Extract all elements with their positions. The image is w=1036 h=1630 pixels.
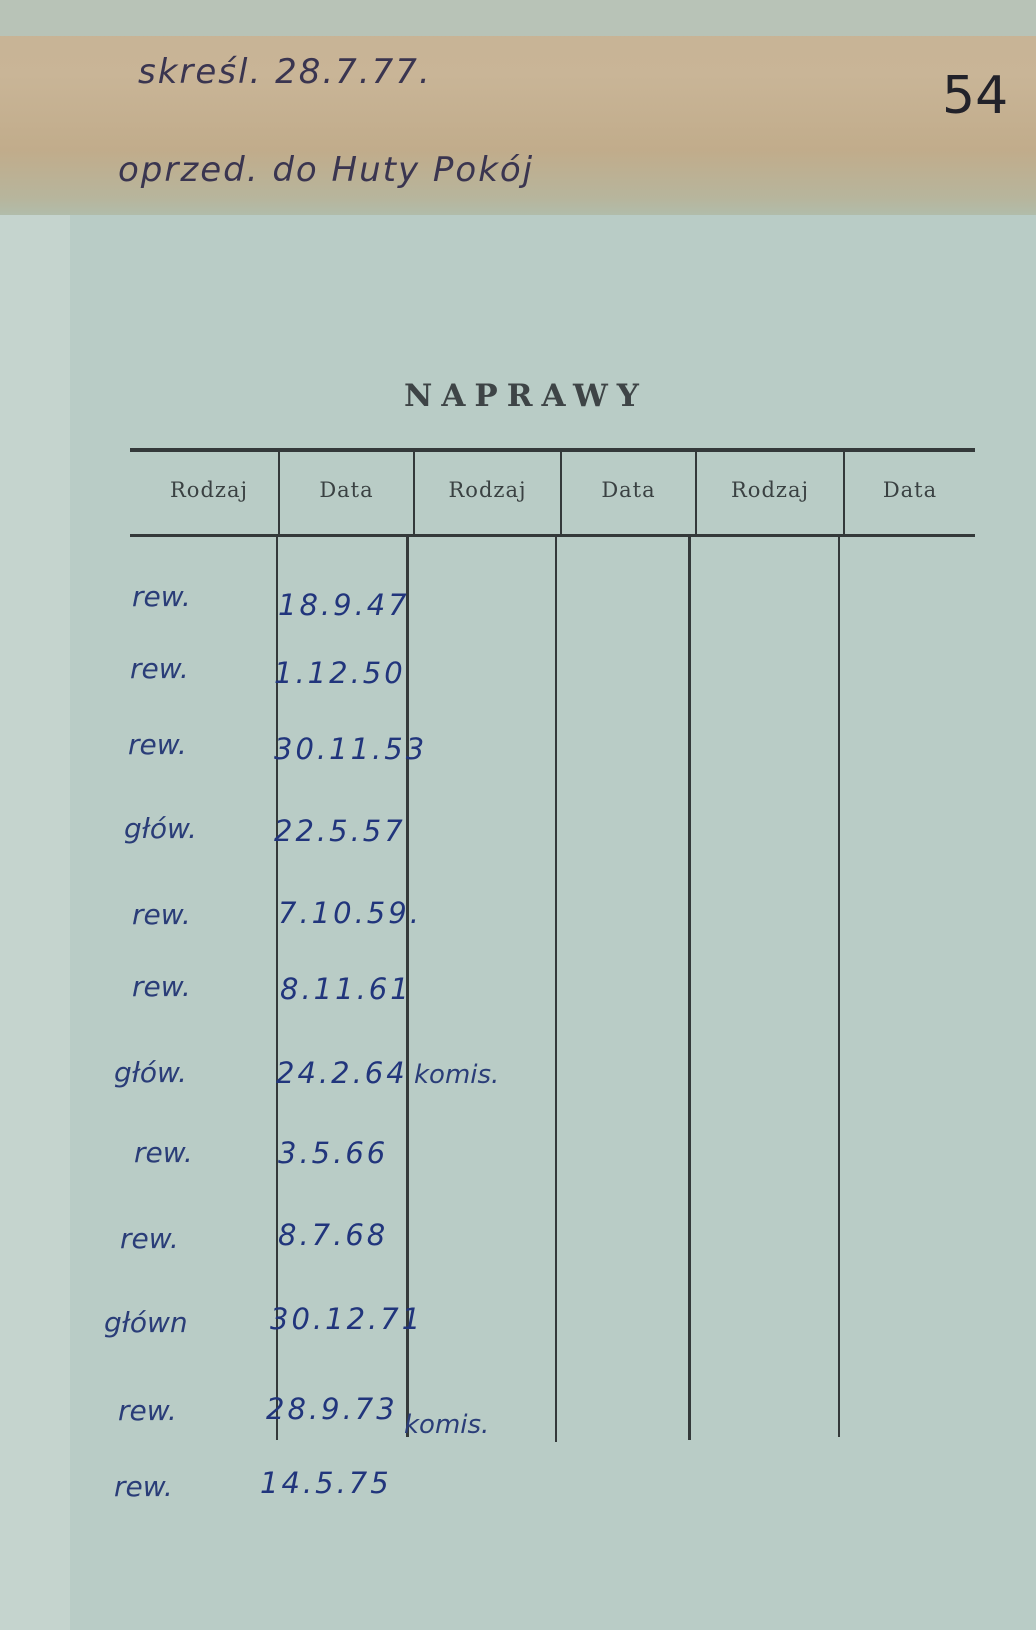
- entry-date: 28.9.73: [266, 1392, 398, 1426]
- card-edge: [0, 200, 70, 1630]
- entry-type: rew.: [114, 1470, 173, 1503]
- column-rule: [838, 537, 840, 1437]
- entry-type: rew.: [132, 580, 191, 613]
- annotation-transferred: oprzed. do Huty Pokój: [118, 150, 535, 190]
- entry-note: komis.: [404, 1410, 490, 1440]
- column-rule: [555, 537, 557, 1442]
- header-data-2: Data: [601, 478, 656, 502]
- entry-date: 7.10.59.: [278, 896, 422, 930]
- entry-type: rew.: [132, 898, 191, 931]
- tape-top-edge: [0, 0, 1036, 36]
- header-data-1: Data: [319, 478, 374, 502]
- entry-type: rew.: [120, 1222, 179, 1255]
- entry-date: 3.5.66: [278, 1136, 389, 1170]
- entry-date: 8.11.61: [280, 972, 412, 1006]
- header-rodzaj-1: Rodzaj: [170, 478, 248, 502]
- entry-type: rew.: [134, 1136, 193, 1169]
- entry-date: 1.12.50: [274, 656, 406, 690]
- entry-type: rew.: [132, 970, 191, 1003]
- form-title: NAPRAWY: [404, 378, 648, 414]
- entry-type: rew.: [128, 728, 187, 761]
- taped-paper-strip: [0, 0, 1036, 215]
- annotation-deleted: skreśl. 28.7.77.: [138, 52, 432, 92]
- entry-type: głów.: [114, 1056, 187, 1089]
- entry-date: 8.7.68: [278, 1218, 389, 1252]
- entry-type: rew.: [130, 652, 189, 685]
- header-data-3: Data: [882, 478, 938, 502]
- entry-type: rew.: [118, 1394, 177, 1427]
- entry-type: główn: [104, 1306, 188, 1339]
- header-rodzaj-3: Rodzaj: [731, 478, 809, 502]
- entry-note: komis.: [414, 1060, 500, 1090]
- column-rule: [688, 537, 691, 1440]
- entry-date: 18.9.47: [278, 588, 410, 622]
- entry-date: 14.5.75: [260, 1466, 392, 1500]
- table-header-rule: [130, 534, 975, 537]
- table-top-rule: [130, 448, 975, 452]
- header-rodzaj-2: Rodzaj: [448, 478, 527, 502]
- page-number: 54: [942, 66, 1009, 126]
- entry-date: 24.2.64: [276, 1056, 408, 1090]
- entry-type: głów.: [124, 812, 197, 845]
- entry-date: 30.11.53: [274, 732, 428, 766]
- entry-date: 22.5.57: [274, 814, 406, 848]
- entry-date: 30.12.71: [270, 1302, 424, 1336]
